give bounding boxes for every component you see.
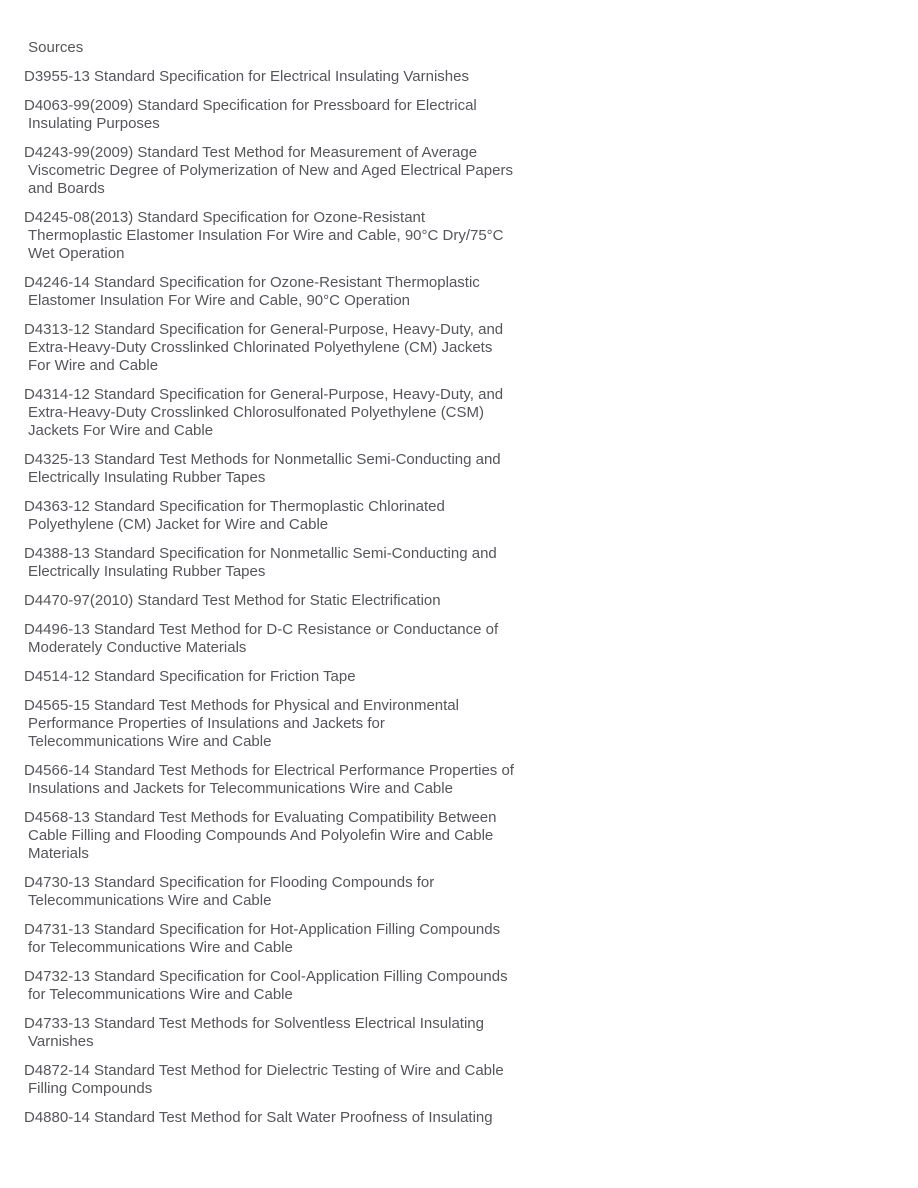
standard-entry: [24, 621, 564, 657]
standard-entry: [24, 274, 564, 310]
entry-continuation-line: Electrically Insulating Rubber Tapes: [28, 469, 266, 486]
entry-first-line: D4514-12 Standard Specification for Friction Tape: [24, 668, 356, 685]
entry-first-line: Sources: [24, 39, 84, 56]
entry-continuation-line: Materials: [28, 845, 89, 862]
standard-entry: [24, 209, 564, 263]
entry-first-line: D4730-13 Standard Specification for Flooding Compounds for: [24, 874, 435, 891]
entry-first-line: D4568-13 Standard Test Methods for Evaluating Compatibility Between: [24, 809, 497, 826]
entry-continuation-line: Cable Filling and Flooding Compounds And Polyolefin Wire and Cable: [28, 827, 494, 844]
entry-continuation-line: Elastomer Insulation For Wire and Cable, 90°C Operation: [28, 292, 411, 309]
entry-first-line: D3955-13 Standard Specification for Electrical Insulating Varnishes: [24, 68, 469, 85]
entry-first-line: D4314-12 Standard Specification for General-Purpose, Heavy-Duty, and: [24, 386, 504, 403]
entry-continuation-line: Electrically Insulating Rubber Tapes: [28, 563, 266, 580]
section-heading: [24, 39, 564, 57]
entry-first-line: D4880-14 Standard Test Method for Salt Water Proofness of Insulating: [24, 1109, 493, 1126]
entry-first-line: D4063-99(2009) Standard Specification for Pressboard for Electrical: [24, 97, 477, 114]
entry-first-line: D4246-14 Standard Specification for Ozone-Resistant Thermoplastic: [24, 274, 480, 291]
standard-entry: [24, 498, 564, 534]
standard-entry: [24, 921, 564, 957]
standard-entry: [24, 1109, 564, 1127]
entry-continuation-line: Telecommunications Wire and Cable: [28, 892, 272, 909]
entry-continuation-line: for Telecommunications Wire and Cable: [28, 939, 293, 956]
entry-continuation-line: Insulations and Jackets for Telecommunications Wire and Cable: [28, 780, 453, 797]
standard-entry: [24, 321, 564, 375]
entry-first-line: D4470-97(2010) Standard Test Method for Static Electrification: [24, 592, 441, 609]
entry-continuation-line: Filling Compounds: [28, 1080, 153, 1097]
standard-entry: [24, 144, 564, 198]
entry-continuation-line: Telecommunications Wire and Cable: [28, 733, 272, 750]
standard-entry: [24, 874, 564, 910]
entry-first-line: D4388-13 Standard Specification for Nonmetallic Semi-Conducting and: [24, 545, 497, 562]
standard-entry: [24, 97, 564, 133]
standard-entry: [24, 697, 564, 751]
entry-continuation-line: for Telecommunications Wire and Cable: [28, 986, 293, 1003]
entry-continuation-line: Wet Operation: [28, 245, 125, 262]
entry-first-line: D4732-13 Standard Specification for Cool-Application Filling Compounds: [24, 968, 508, 985]
standard-entry: [24, 1015, 564, 1051]
standard-entry: [24, 809, 564, 863]
standard-entry: [24, 451, 564, 487]
entry-first-line: D4731-13 Standard Specification for Hot-Application Filling Compounds: [24, 921, 501, 938]
standard-entry: [24, 968, 564, 1004]
entry-continuation-line: Jackets For Wire and Cable: [28, 422, 214, 439]
entry-continuation-line: Extra-Heavy-Duty Crosslinked Chlorinated Polyethylene (CM) Jackets: [28, 339, 493, 356]
entry-first-line: D4245-08(2013) Standard Specification for Ozone-Resistant: [24, 209, 426, 226]
entry-continuation-line: Extra-Heavy-Duty Crosslinked Chlorosulfonated Polyethylene (CSM): [28, 404, 485, 421]
standard-entry: [24, 762, 564, 798]
entry-continuation-line: Thermoplastic Elastomer Insulation For Wire and Cable, 90°C Dry/75°C: [28, 227, 504, 244]
entry-continuation-line: For Wire and Cable: [28, 357, 159, 374]
standard-entry: [24, 1062, 564, 1098]
entry-first-line: D4243-99(2009) Standard Test Method for Measurement of Average: [24, 144, 478, 161]
entry-first-line: D4325-13 Standard Test Methods for Nonmetallic Semi-Conducting and: [24, 451, 501, 468]
entry-continuation-line: Varnishes: [28, 1033, 94, 1050]
entry-first-line: D4565-15 Standard Test Methods for Physical and Environmental: [24, 697, 459, 714]
entry-continuation-line: Performance Properties of Insulations and Jackets for: [28, 715, 385, 732]
entry-first-line: D4733-13 Standard Test Methods for Solventless Electrical Insulating: [24, 1015, 484, 1032]
entry-continuation-line: Viscometric Degree of Polymerization of New and Aged Electrical Papers: [28, 162, 513, 179]
standard-entry: [24, 592, 564, 610]
entry-continuation-line: and Boards: [28, 180, 105, 197]
standard-entry: [24, 668, 564, 686]
entry-first-line: D4872-14 Standard Test Method for Dielectric Testing of Wire and Cable: [24, 1062, 504, 1079]
standard-entry: [24, 545, 564, 581]
entry-continuation-line: Moderately Conductive Materials: [28, 639, 247, 656]
entry-continuation-line: Polyethylene (CM) Jacket for Wire and Cable: [28, 516, 329, 533]
entry-first-line: D4363-12 Standard Specification for Thermoplastic Chlorinated: [24, 498, 445, 515]
standard-entry: [24, 68, 564, 86]
entry-continuation-line: Insulating Purposes: [28, 115, 160, 132]
entry-first-line: D4496-13 Standard Test Method for D-C Resistance or Conductance of: [24, 621, 499, 638]
standard-entry: [24, 386, 564, 440]
entry-first-line: D4313-12 Standard Specification for General-Purpose, Heavy-Duty, and: [24, 321, 504, 338]
document-page: [24, 39, 564, 1138]
entry-first-line: D4566-14 Standard Test Methods for Electrical Performance Properties of: [24, 762, 514, 779]
